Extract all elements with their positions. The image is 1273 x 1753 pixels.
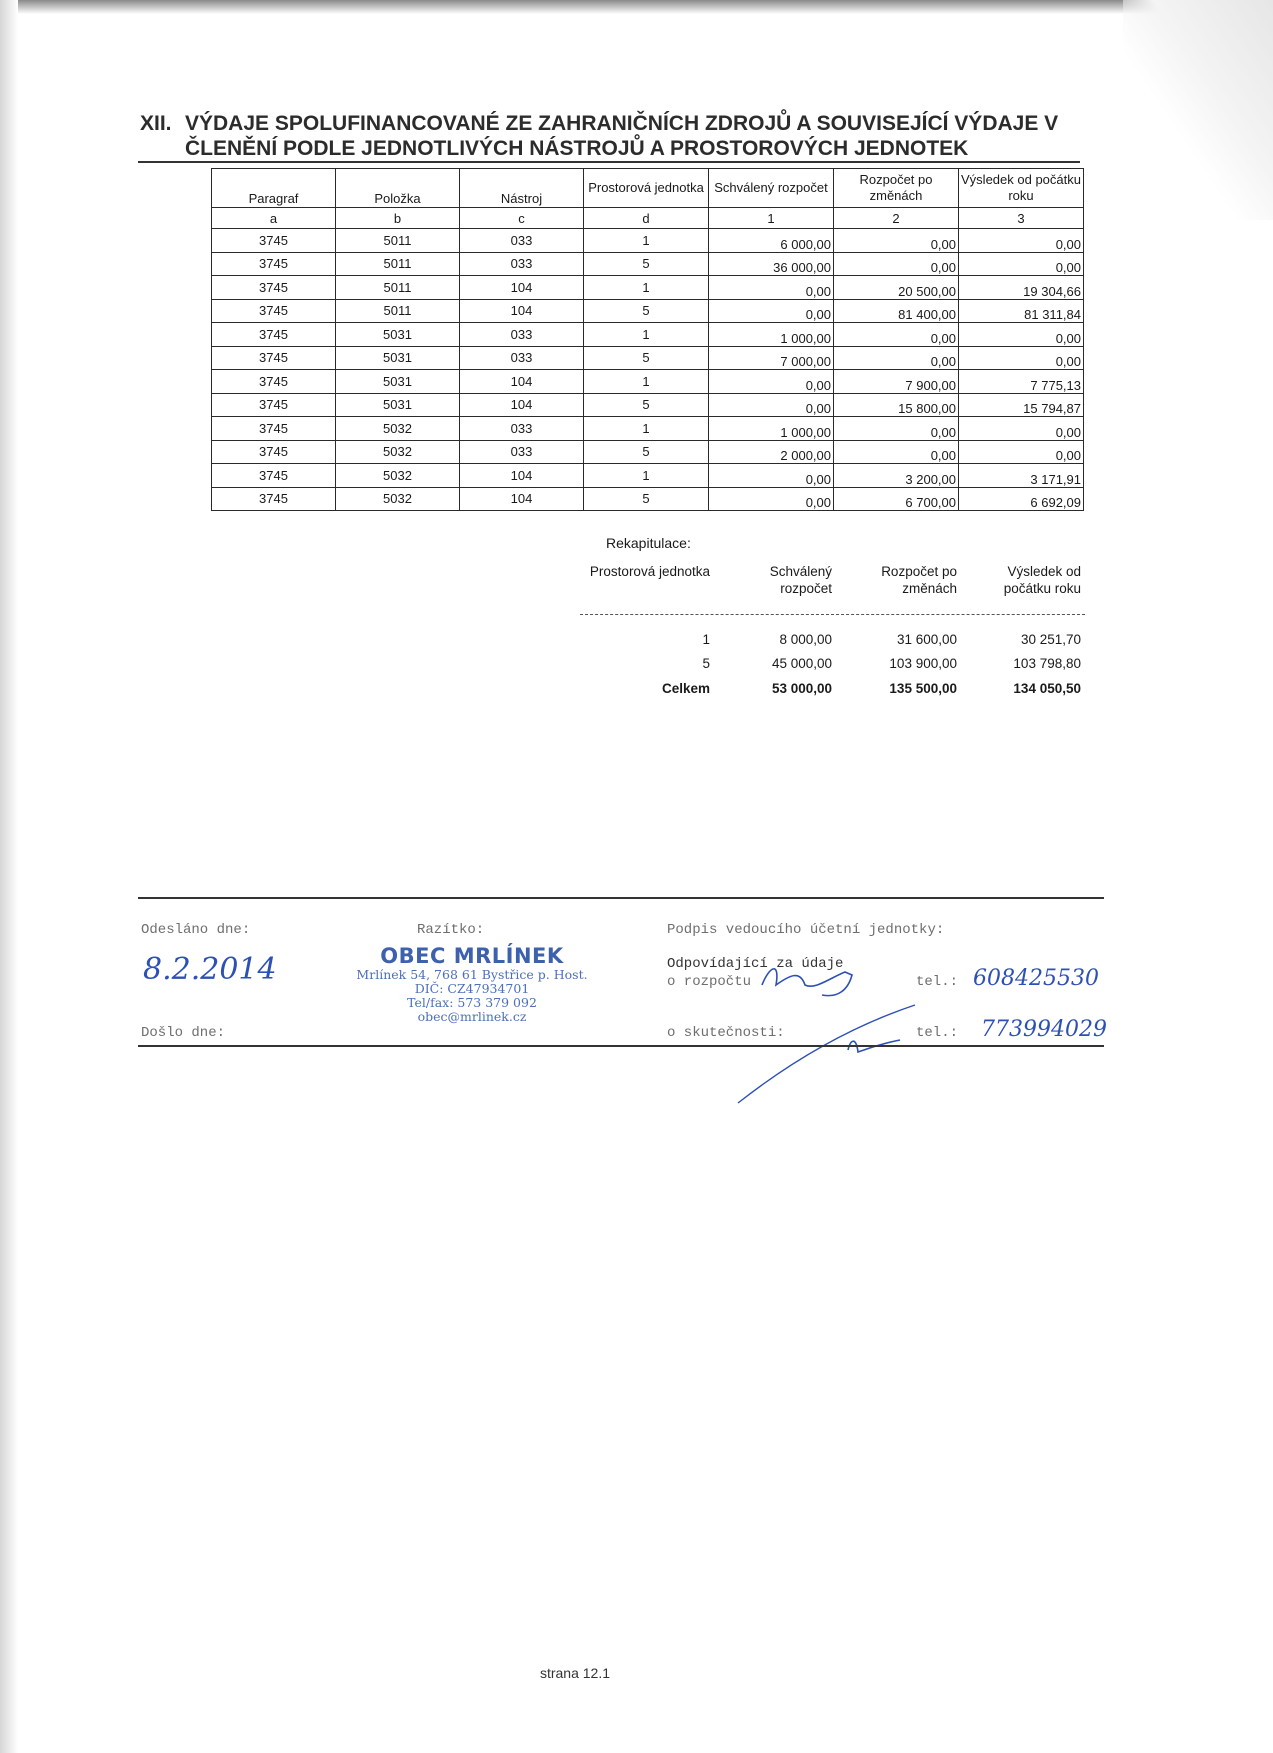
page-number: strana 12.1 [539,1665,611,1681]
cell-nastroj: 033 [460,346,584,370]
cell-vysledek: 0,00 [959,440,1084,464]
cell-paragraf: 3745 [212,464,336,488]
cell-rozpocet-po: 81 400,00 [834,299,959,323]
cell-vysledek: 81 311,84 [959,299,1084,323]
stamp-address: Mrlínek 54, 768 61 Bystřice p. Host. [356,967,588,982]
cell-nastroj: 104 [460,299,584,323]
cell-vysledek: 15 794,87 [959,393,1084,417]
cell-schvaleny: 0,00 [709,370,834,394]
cell-schvaleny: 36 000,00 [709,252,834,276]
recap-unit: 1 [702,632,710,647]
cell-rozpocet-po: 20 500,00 [834,276,959,300]
cell-schvaleny: 0,00 [709,276,834,300]
cell-paragraf: 3745 [212,487,336,511]
recap-total-vysledek: 134 050,50 [1013,681,1081,696]
cell-schvaleny: 0,00 [709,464,834,488]
cell-polozka: 5011 [336,252,460,276]
cell-vysledek: 0,00 [959,323,1084,347]
cell-paragraf: 3745 [212,252,336,276]
cell-vysledek: 6 692,09 [959,487,1084,511]
subheader-cell: c [460,208,584,229]
recap-vysledek: 103 798,80 [1013,656,1081,671]
cell-prostorova: 5 [584,299,709,323]
cell-polozka: 5032 [336,440,460,464]
subheader-cell: a [212,208,336,229]
col-header-prostorova: Prostorová jednotka [584,169,709,208]
odeslano-label: Odesláno dne: [141,922,251,938]
recap-total-rozpocet-po: 135 500,00 [889,681,957,696]
section-number: XII. [140,112,172,135]
cell-prostorova: 5 [584,393,709,417]
subheader-cell: 3 [959,208,1084,229]
cell-prostorova: 1 [584,323,709,347]
cell-paragraf: 3745 [212,370,336,394]
cell-schvaleny: 7 000,00 [709,346,834,370]
cell-vysledek: 3 171,91 [959,464,1084,488]
cell-polozka: 5031 [336,393,460,417]
cell-polozka: 5032 [336,464,460,488]
odeslano-date-handwritten: 8.2.2014 [143,952,277,987]
cell-nastroj: 104 [460,370,584,394]
subheader-cell: 2 [834,208,959,229]
stamp-dic: DIČ: CZ47934701 [414,981,530,996]
cell-schvaleny: 0,00 [709,299,834,323]
cell-prostorova: 1 [584,229,709,253]
cell-rozpocet-po: 0,00 [834,440,959,464]
stamp-tel: Tel/fax: 573 379 092 [407,995,537,1010]
cell-paragraf: 3745 [212,299,336,323]
podpis-label: Podpis vedoucího účetní jednotky: [667,922,945,938]
cell-nastroj: 033 [460,229,584,253]
cell-nastroj: 033 [460,440,584,464]
recap-unit: 5 [702,656,710,671]
cell-rozpocet-po: 0,00 [834,229,959,253]
cell-vysledek: 0,00 [959,252,1084,276]
cell-vysledek: 7 775,13 [959,370,1084,394]
subheader-cell: b [336,208,460,229]
cell-prostorova: 5 [584,487,709,511]
cell-prostorova: 1 [584,276,709,300]
stamp-name: OBEC MRLÍNEK [380,944,564,968]
cell-prostorova: 1 [584,417,709,441]
cell-nastroj: 104 [460,393,584,417]
col-header-rozpocet-po: Rozpočet po změnách [834,169,959,208]
recap-header-vysledek-text: Výsledek od počátku roku [1003,564,1081,596]
cell-schvaleny: 0,00 [709,487,834,511]
cell-schvaleny: 1 000,00 [709,323,834,347]
section-title-line-1: VÝDAJE SPOLUFINANCOVANÉ ZE ZAHRANIČNÍCH ZDROJŮ A SOUVISEJÍCÍ VÝDAJE V [185,112,1059,135]
tel-value-1-handwritten: 608425530 [973,966,1099,991]
recap-schvaleny: 45 000,00 [771,656,832,671]
subheader-cell: 1 [709,208,834,229]
cell-rozpocet-po: 0,00 [834,417,959,441]
cell-polozka: 5031 [336,346,460,370]
col-header-paragraf: Paragraf [212,169,336,208]
cell-paragraf: 3745 [212,417,336,441]
cell-paragraf: 3745 [212,346,336,370]
recap-total-label: Celkem [661,681,710,696]
recap-label: Rekapitulace: [606,535,691,551]
cell-polozka: 5032 [336,417,460,441]
cell-rozpocet-po: 6 700,00 [834,487,959,511]
recap-header-schvaleny-text: Schválený rozpočet [769,564,832,596]
subheader-cell: d [584,208,709,229]
cell-prostorova: 1 [584,370,709,394]
recap-rozpocet-po: 31 600,00 [896,632,957,647]
cell-schvaleny: 6 000,00 [709,229,834,253]
recap-header-rozpocet-po-text: Rozpočet po změnách [881,564,957,596]
cell-vysledek: 0,00 [959,229,1084,253]
cell-nastroj: 104 [460,464,584,488]
tel-label-2: tel.: [916,1025,959,1041]
section-title-line-2: ČLENĚNÍ PODLE JEDNOTLIVÝCH NÁSTROJŮ A PROSTOROVÝCH JEDNOTEK [185,137,969,160]
recap-header-prostorova-text: Prostorová jednotka [589,564,710,579]
recap-total-schvaleny: 53 000,00 [771,681,832,696]
cell-schvaleny: 0,00 [709,393,834,417]
cell-paragraf: 3745 [212,393,336,417]
cell-schvaleny: 2 000,00 [709,440,834,464]
cell-rozpocet-po: 15 800,00 [834,393,959,417]
cell-prostorova: 5 [584,346,709,370]
cell-vysledek: 0,00 [959,346,1084,370]
cell-vysledek: 19 304,66 [959,276,1084,300]
cell-polozka: 5031 [336,370,460,394]
cell-rozpocet-po: 0,00 [834,252,959,276]
cell-polozka: 5032 [336,487,460,511]
cell-rozpocet-po: 3 200,00 [834,464,959,488]
o-rozpoctu-label: o rozpočtu [667,974,752,990]
col-header-vysledek: Výsledek od počátku roku [959,169,1084,208]
cell-polozka: 5011 [336,276,460,300]
tel-value-2-handwritten: 773994029 [981,1017,1107,1042]
o-skutecnosti-label: o skutečnosti: [667,1025,785,1041]
recap-rozpocet-po: 103 900,00 [889,656,957,671]
recap-schvaleny: 8 000,00 [779,632,832,647]
cell-paragraf: 3745 [212,229,336,253]
cell-nastroj: 104 [460,276,584,300]
cell-prostorova: 1 [584,464,709,488]
cell-paragraf: 3745 [212,276,336,300]
col-header-schvaleny: Schválený rozpočet [709,169,834,208]
cell-polozka: 5031 [336,323,460,347]
cell-nastroj: 033 [460,417,584,441]
cell-prostorova: 5 [584,252,709,276]
cell-polozka: 5011 [336,229,460,253]
cell-schvaleny: 1 000,00 [709,417,834,441]
cell-paragraf: 3745 [212,440,336,464]
cell-paragraf: 3745 [212,323,336,347]
razitko-label: Razítko: [417,922,485,938]
cell-rozpocet-po: 0,00 [834,323,959,347]
cell-nastroj: 033 [460,252,584,276]
cell-prostorova: 5 [584,440,709,464]
col-header-nastroj: Nástroj [460,169,584,208]
footer-rule-bottom [138,1045,1104,1047]
cell-vysledek: 0,00 [959,417,1084,441]
doslo-label: Došlo dne: [141,1025,226,1041]
cell-rozpocet-po: 7 900,00 [834,370,959,394]
odpovidajici-label: Odpovídající za údaje [667,956,844,972]
cell-rozpocet-po: 0,00 [834,346,959,370]
cell-polozka: 5011 [336,299,460,323]
stamp-email: obec@mrlinek.cz [417,1009,527,1024]
cell-nastroj: 104 [460,487,584,511]
recap-vysledek: 30 251,70 [1020,632,1081,647]
tel-label-1: tel.: [916,974,959,990]
cell-nastroj: 033 [460,323,584,347]
col-header-polozka: Položka [336,169,460,208]
